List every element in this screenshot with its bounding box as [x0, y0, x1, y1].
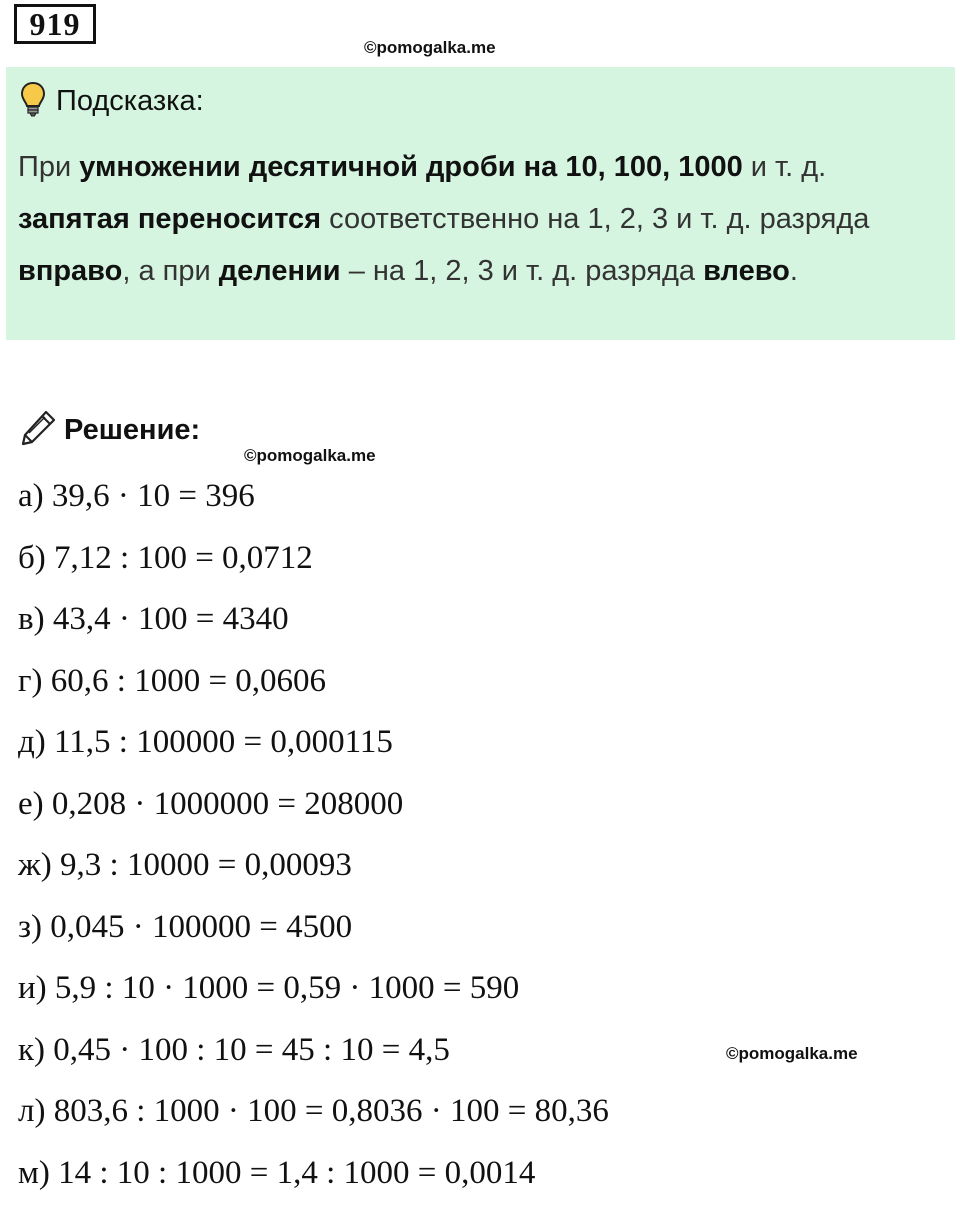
solution-item: к) 0,45 · 100 : 10 = 45 : 10 = 4,5: [18, 1028, 609, 1090]
lightbulb-icon: [20, 81, 46, 122]
hint-box: [6, 67, 955, 340]
task-number: 919: [14, 4, 96, 44]
pencil-icon: [18, 408, 58, 453]
watermark-bottom: ©pomogalka.me: [726, 1044, 858, 1064]
solution-title: Решение:: [64, 414, 200, 447]
solution-item: в) 43,4 · 100 = 4340: [18, 597, 609, 659]
hint-text-bold: делении: [219, 255, 341, 287]
solution-item: м) 14 : 10 : 1000 = 1,4 : 1000 = 0,0014: [18, 1151, 609, 1212]
hint-text-run: При: [18, 151, 79, 183]
hint-text-bold: запятая переносится: [18, 203, 321, 235]
hint-text-run: , а при: [122, 255, 218, 287]
hint-text-bold: влево: [703, 255, 790, 287]
solution-item: б) 7,12 : 100 = 0,0712: [18, 536, 609, 598]
solution-item: з) 0,045 · 100000 = 4500: [18, 905, 609, 967]
hint-header: [20, 81, 204, 122]
hint-text-bold: умножении десятичной дроби на 10, 100, 1000: [79, 151, 743, 183]
watermark-middle: ©pomogalka.me: [244, 446, 376, 466]
hint-text: [18, 141, 948, 297]
solution-list: [18, 474, 609, 1212]
watermark-top: ©pomogalka.me: [364, 38, 496, 58]
hint-title: Подсказка:: [56, 85, 204, 118]
hint-text-run: и т. д.: [743, 151, 826, 183]
solution-header: [18, 408, 200, 453]
solution-item: г) 60,6 : 1000 = 0,0606: [18, 659, 609, 721]
hint-text-run: .: [790, 255, 798, 287]
hint-text-bold: вправо: [18, 255, 122, 287]
hint-text-run: – на 1, 2, 3 и т. д. разряда: [341, 255, 703, 287]
solution-item: л) 803,6 : 1000 · 100 = 0,8036 · 100 = 80,36: [18, 1089, 609, 1151]
solution-item: ж) 9,3 : 10000 = 0,00093: [18, 843, 609, 905]
solution-item: а) 39,6 · 10 = 396: [18, 474, 609, 536]
hint-line-1: [18, 141, 948, 193]
solution-item: д) 11,5 : 100000 = 0,000115: [18, 720, 609, 782]
hint-text-run: соответственно на 1, 2, 3 и т. д. разряда: [321, 203, 869, 235]
hint-line-3: [18, 245, 948, 297]
hint-line-2: [18, 193, 948, 245]
solution-item: и) 5,9 : 10 · 1000 = 0,59 · 1000 = 590: [18, 966, 609, 1028]
solution-item: е) 0,208 · 1000000 = 208000: [18, 782, 609, 844]
